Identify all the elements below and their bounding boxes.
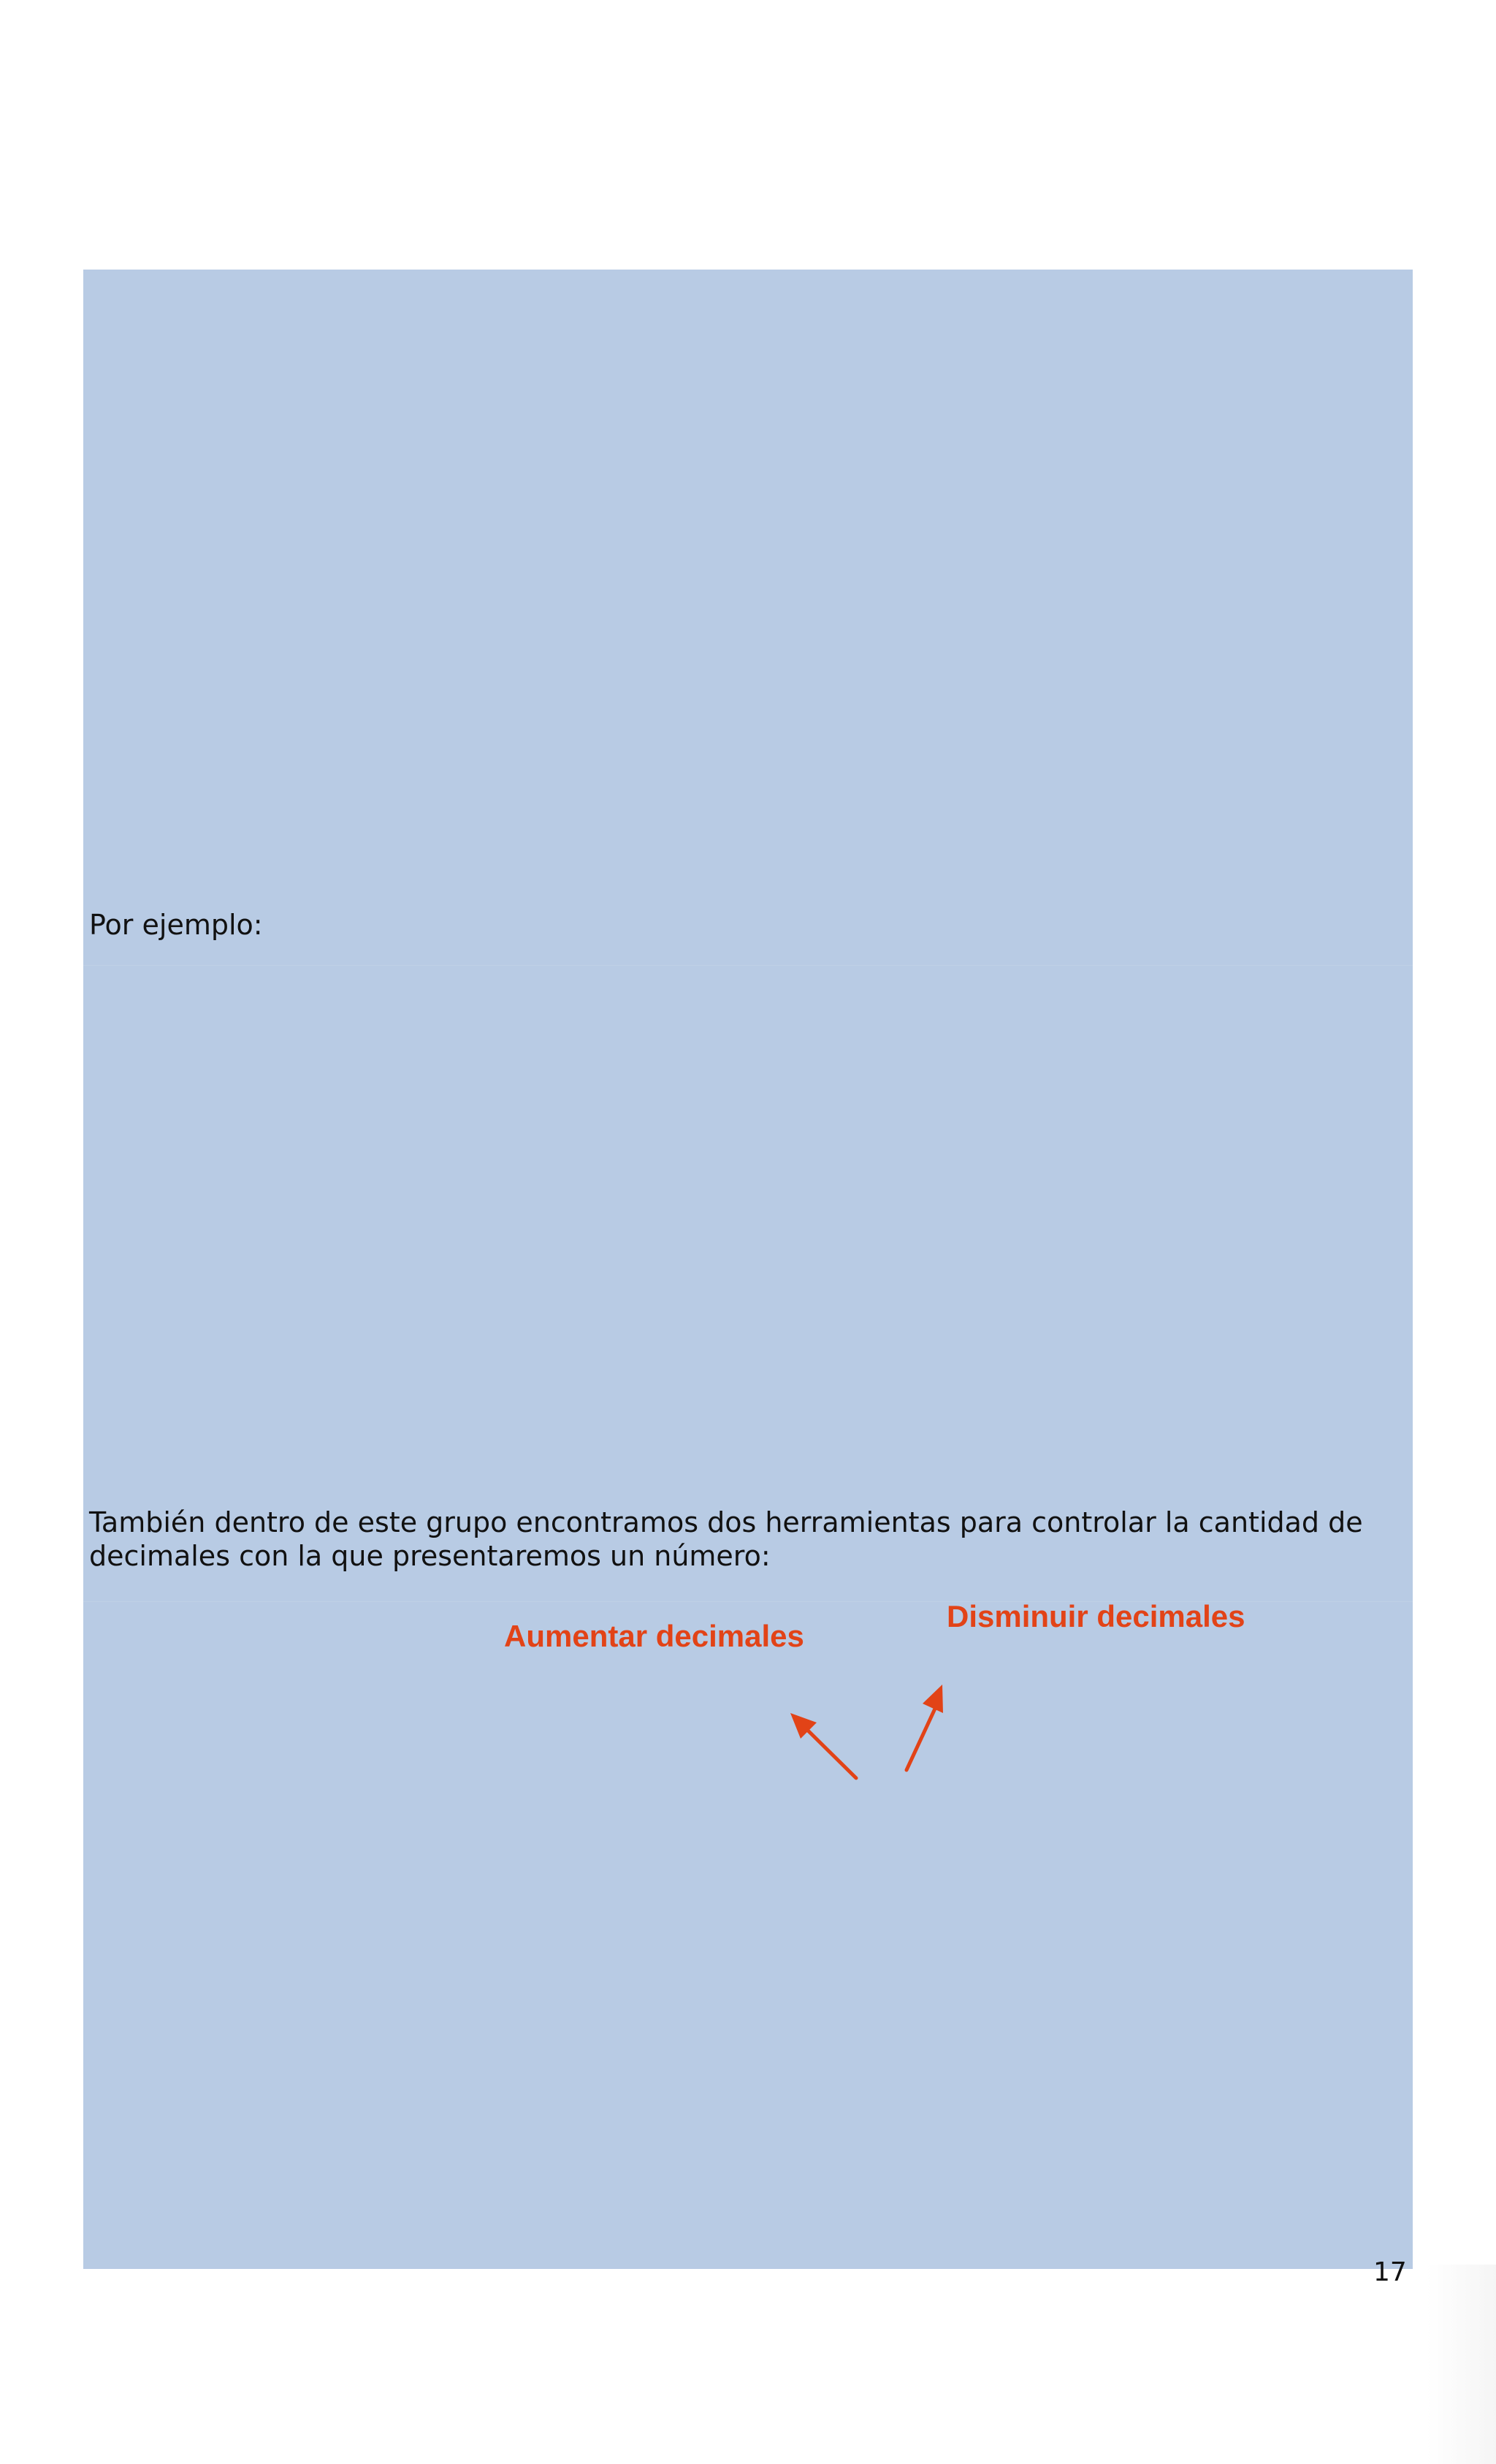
paragraph-line: decimales con la que presentaremos un número: bbox=[89, 1540, 771, 1572]
screenshot-placeholder-1 bbox=[83, 270, 1413, 965]
paragraph-line: También dentro de este grupo encontramos dos herramientas para controlar la cantidad de bbox=[89, 1506, 1363, 1538]
paragraph-decimals-intro bbox=[89, 1506, 1363, 1573]
page-number: 17 bbox=[1373, 2257, 1407, 2287]
screenshot-placeholder-3 bbox=[83, 1601, 1413, 2269]
paragraph-example-label: Por ejemplo: bbox=[89, 909, 263, 941]
callout-increase-decimals: Aumentar decimales bbox=[504, 1619, 804, 1653]
page-edge-shadow bbox=[1427, 2265, 1496, 2464]
callout-decrease-decimals: Disminuir decimales bbox=[947, 1599, 1245, 1633]
